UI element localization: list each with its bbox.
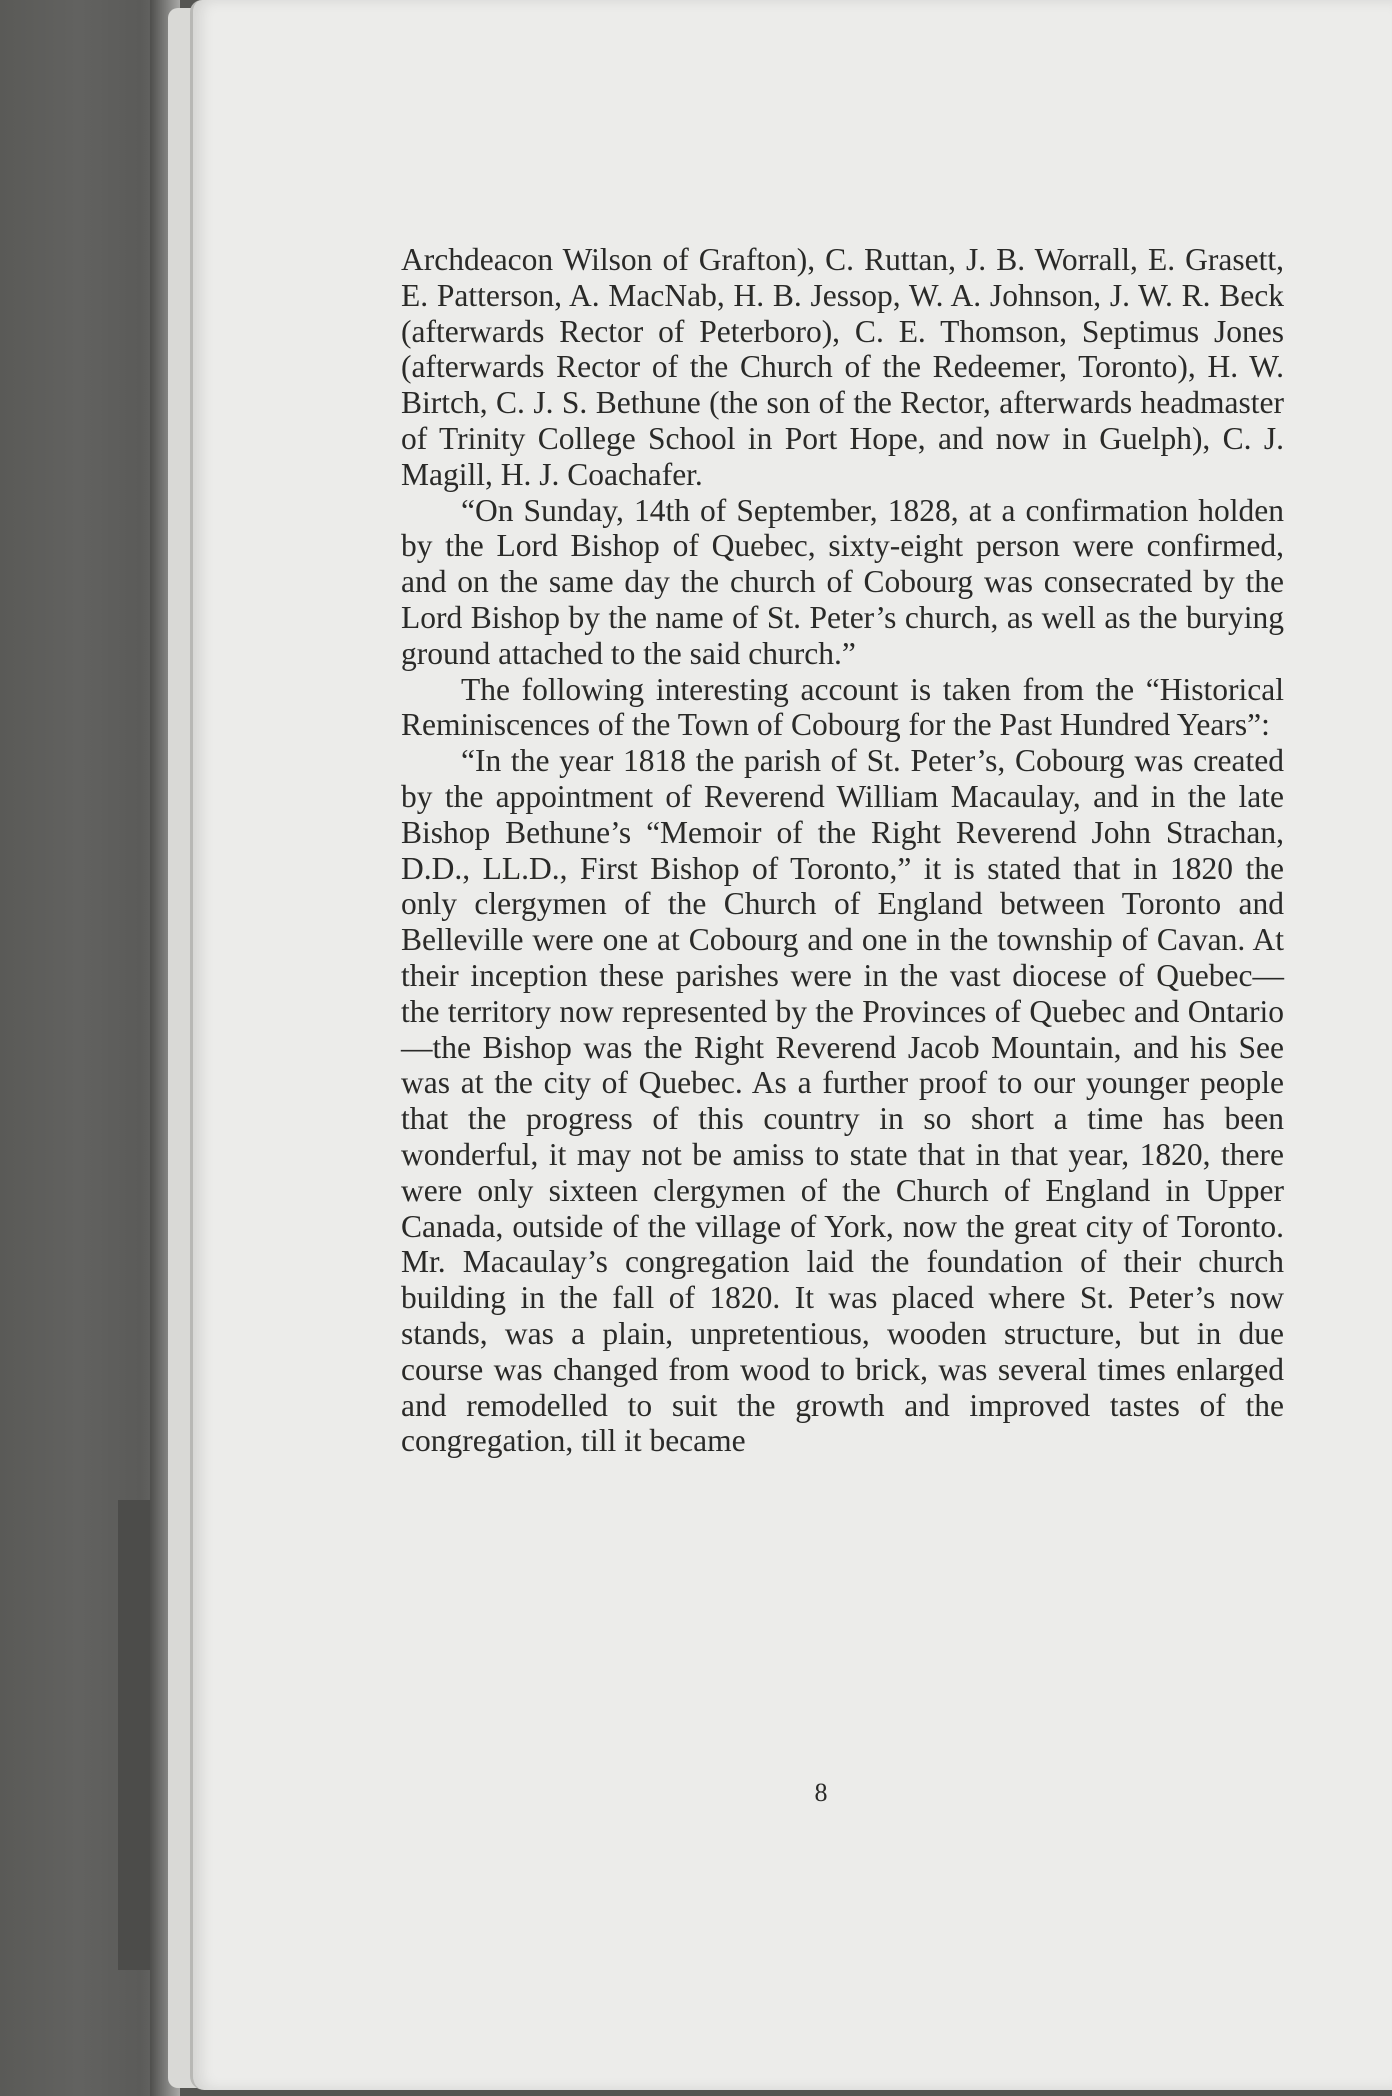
paragraph-confirmation: “On Sunday, 14th of September, 1828, at a confirmation holden by the Lord Bishop of Quebec, sixty-eight person were confirmed, and on the same day the church of Cobourg was consecrated by the Lord Bishop by the name of St. Peter’s church, as well as the burying ground attached to the said church.” bbox=[401, 492, 1284, 671]
paragraph-account-intro: The following interesting account is taken from the “Historical Reminiscences of the Town of Cobourg for the Past Hundred Years”: bbox=[401, 671, 1284, 743]
binding-shadow-tab bbox=[118, 1500, 152, 1970]
paragraph-parish-history: “In the year 1818 the parish of St. Peter’s, Cobourg was created by the appointment of Reverend William Macaulay, and in the late Bishop Bethune’s “Memoir of the Right Reverend John Strachan, D.D., LL.D., First Bishop of Toronto,” it is stated that in 1820 the only clergymen of the Church of England between Toronto and Belleville were one at Cobourg and one in the township of Cavan. At their inception these parishes were in the vast diocese of Quebec—the territory now represented by the Provinces of Quebec and Ontario—the Bishop was the Right Reverend Jacob Mountain, and his See was at the city of Quebec. As a further proof to our younger people that the progress of this country in so short a time has been wonderful, it may not be amiss to state that in that year, 1820, there were only sixteen clergymen of the Church of England in Upper Canada, outside of the village of York, now the great city of Toronto. Mr. Macaulay’s congregation laid the foundation of their church building in the fall of 1820. It was placed where St. Peter’s now stands, was a plain, unpretentious, wooden structure, but in due course was changed from wood to brick, was several times enlarged and remodelled to suit the growth and improved tastes of the congregation, till it became bbox=[401, 743, 1284, 1459]
paragraph-clergy-list: Archdeacon Wilson of Grafton), C. Ruttan, J. B. Worrall, E. Grasett, E. Patterson, A. MacNab, H. B. Jessop, W. A. Johnson, J. W. R. Beck (afterwards Rector of Peterboro), C. E. Thomson, Septimus Jones (afterwards Rector of the Church of the Redeemer, Toronto), H. W. Birtch, C. J. S. Bethune (the son of the Rector, afterwards headmaster of Trinity College School in Port Hope, and now in Guelph), C. J. Magill, H. J. Coachafer. bbox=[401, 242, 1284, 492]
page-body-text bbox=[401, 242, 1284, 1459]
page-number: 8 bbox=[814, 1778, 828, 1807]
